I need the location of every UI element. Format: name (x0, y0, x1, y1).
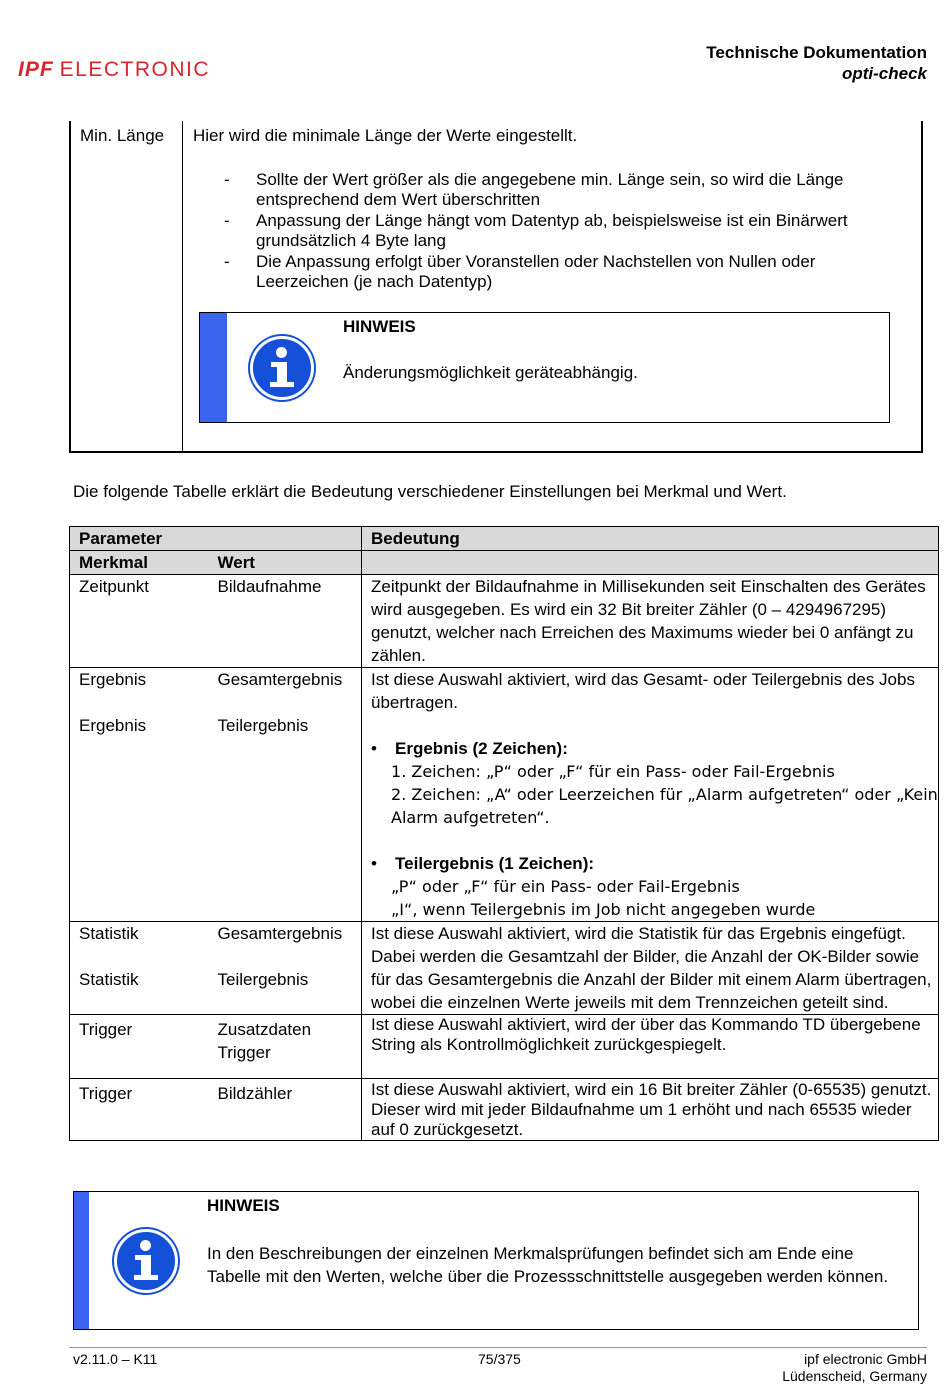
header-empty (362, 551, 939, 575)
header-wert: Wert (216, 551, 362, 575)
logo-ipf: IPF (18, 58, 54, 81)
hint-title: HINWEIS (343, 317, 416, 336)
hint-box (199, 312, 890, 423)
wert-line: Teilergebnis (217, 970, 309, 989)
bullet-dot: • (371, 854, 377, 873)
table-subheader-row (70, 551, 939, 575)
cell-bedeutung: Zeitpunkt der Bildaufnahme in Millisekunden seit Einschalten des Gerätes wird ausgegeben. Es wird ein 32 Bit breiter Zähler (0 – 4294967295) genutzt, welcher nach Erreichen des Maximums wieder bei 0 anfängt zu zählen. (362, 575, 939, 668)
footer-version: v2.11.0 – K11 (73, 1351, 158, 1367)
hint-text: Änderungsmöglichkeit geräteabhängig. (343, 363, 638, 382)
bullet-line: 1. Zeichen: „P“ oder „F“ für ein Pass- oder Fail-Ergebnis (391, 762, 835, 781)
footer-page-number: 75/375 (478, 1351, 521, 1367)
cell-wert (216, 922, 362, 1015)
footer-location: Lüdenscheid, Germany (782, 1368, 927, 1384)
cell-bedeutung: Ist diese Auswahl aktiviert, wird der über das Kommando TD übergebene String als Kontrollmöglichkeit zurückgespiegelt. (362, 1015, 939, 1079)
bullet-dash: - (224, 170, 230, 189)
merkmal-line: Statistik (79, 924, 139, 943)
company-logo (18, 58, 210, 82)
bullet-text: Anpassung der Länge hängt vom Datentyp ab, beispielsweise ist ein Binärwert grundsätzlich 4 Byte lang (256, 211, 848, 250)
bullet-teilergebnis (371, 852, 938, 921)
hint-box (73, 1191, 919, 1330)
cell-merkmal: Trigger (70, 1079, 216, 1141)
header-merkmal: Merkmal (70, 551, 216, 575)
hint-title: HINWEIS (207, 1196, 280, 1215)
hint-text: In den Beschreibungen der einzelnen Merkmalsprüfungen befindet sich am Ende eine Tabelle mit den Werten, welche über die Prozessschnittstelle ausgegeben werden können. (207, 1244, 889, 1286)
cell-bedeutung (362, 668, 939, 922)
cell-wert: Zusatzdaten Trigger (216, 1015, 362, 1079)
cell-wert: Bildzähler (216, 1079, 362, 1141)
table-row (70, 575, 939, 668)
cell-wert: Bildaufnahme (216, 575, 362, 668)
info-icon (250, 336, 314, 400)
bullet-ergebnis (371, 737, 938, 829)
bullet-line: „I“, wenn Teilergebnis im Job nicht angegeben wurde (391, 900, 816, 919)
min-length-description: Hier wird die minimale Länge der Werte eingestellt. (193, 126, 578, 145)
cell-wert (216, 668, 362, 922)
footer-company: ipf electronic GmbH (804, 1351, 927, 1367)
bullet-text: Sollte der Wert größer als die angegebene min. Länge sein, so wird die Länge entsprechend dem Wert überschritten (256, 170, 844, 209)
document-subtitle: opti-check (841, 64, 927, 83)
merkmal-line: Statistik (79, 970, 139, 989)
footer-divider (69, 1347, 927, 1348)
cell-merkmal: Zeitpunkt (70, 575, 216, 668)
wert-line: Teilergebnis (217, 716, 309, 735)
cell-merkmal (70, 922, 216, 1015)
document-title: Technische Dokumentation (706, 43, 927, 62)
bullet-heading: Teilergebnis (1 Zeichen): (395, 854, 595, 873)
cell-bedeutung: Ist diese Auswahl aktiviert, wird ein 16 Bit breiter Zähler (0-65535) genutzt. Dieser wird mit jeder Bildaufnahme um 1 erhöht und nach 65535 wieder auf 0 zurückgesetzt. (362, 1079, 939, 1141)
header-bedeutung: Bedeutung (362, 527, 939, 551)
bullet-text: Die Anpassung erfolgt über Voranstellen oder Nachstellen von Nullen oder Leerzeichen (je nach Datentyp) (256, 252, 816, 291)
table-row (70, 1079, 939, 1141)
table-row (70, 668, 939, 922)
footer-company-block (782, 1351, 927, 1385)
info-icon (114, 1229, 178, 1293)
table-intro: Die folgende Tabelle erklärt die Bedeutung verschiedener Einstellungen bei Merkmal und Wert. (73, 482, 787, 501)
logo-electronic: ELECTRONIC (59, 58, 211, 81)
bullet-dash: - (224, 252, 230, 271)
hint-accent-bar (74, 1192, 89, 1329)
cell-bedeutung: Ist diese Auswahl aktiviert, wird die Statistik für das Ergebnis eingefügt. Dabei werden die Gesamtzahl der Bilder, die Anzahl der OK-Bilder sowie für das Gesamtergebnis die Anzahl der Bilder mit einem Alarm übertragen, wobei die einzelnen Werte jeweils mit dem Trennzeichen geteilt sind. (362, 922, 939, 1015)
table-row (70, 1015, 939, 1079)
table-header-row (70, 527, 939, 551)
bullet-dot: • (371, 739, 377, 758)
table-row (70, 922, 939, 1015)
parameter-table (69, 526, 939, 1141)
wert-line: Gesamtergebnis (217, 670, 343, 689)
bullet-heading: Ergebnis (2 Zeichen): (395, 739, 568, 758)
cell-merkmal (70, 668, 216, 922)
wert-line: Gesamtergebnis (217, 924, 343, 943)
min-length-table-divider (182, 121, 183, 453)
bullet-line: 2. Zeichen: „A“ oder Leerzeichen für „Alarm aufgetreten“ oder „Kein Alarm aufgetreten“. (391, 785, 938, 827)
hint-accent-bar (200, 313, 227, 422)
header-parameter: Parameter (70, 527, 362, 551)
bullet-line: „P“ oder „F“ für ein Pass- oder Fail-Ergebnis (391, 877, 740, 896)
merkmal-line: Ergebnis (79, 716, 147, 735)
document-title-block (706, 42, 927, 84)
merkmal-line: Ergebnis (79, 670, 147, 689)
cell-merkmal: Trigger (70, 1015, 216, 1079)
bedeutung-text: Ist diese Auswahl aktiviert, wird das Gesamt- oder Teilergebnis des Jobs übertragen. (371, 670, 915, 712)
min-length-label: Min. Länge (80, 126, 165, 145)
bullet-dash: - (224, 211, 230, 230)
